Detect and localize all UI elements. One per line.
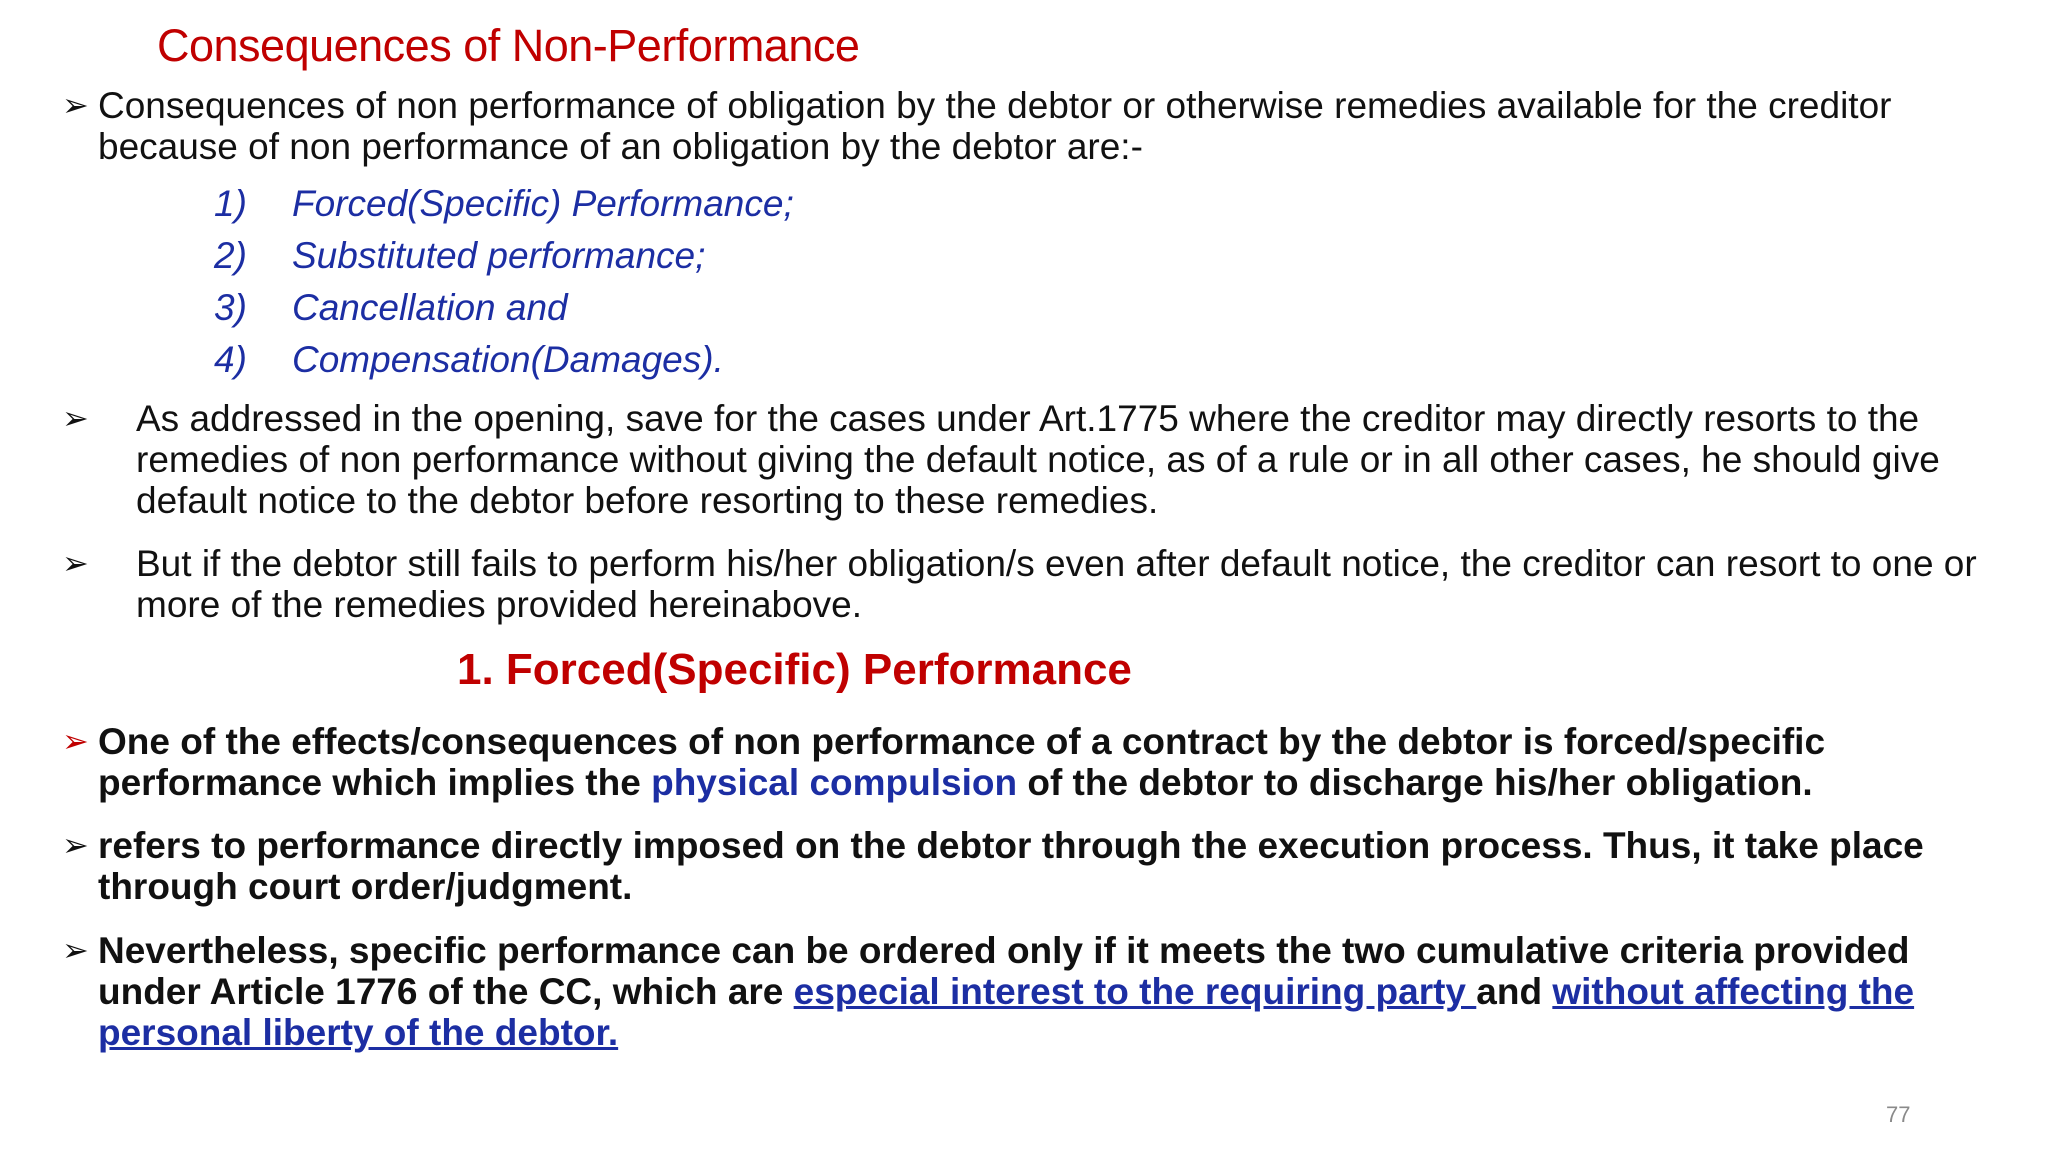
bullet-default-notice-text: As addressed in the opening, save for the cases under Art.1775 where the creditor may directly resorts to the remedies of non performance without giving the default notice, as of a rule or in all other cases, he should give default notice to the debtor before resorting to these remedies. bbox=[136, 398, 1940, 521]
list-item bbox=[214, 230, 794, 282]
list-item-number: 2) bbox=[214, 235, 247, 276]
arrow-bullet-icon: ➢ bbox=[62, 827, 89, 863]
highlight-text: physical compulsion bbox=[651, 762, 1018, 803]
bullet-resort-remedies bbox=[62, 543, 2048, 625]
bullet-execution-process bbox=[62, 825, 1998, 907]
list-item-text: Compensation(Damages). bbox=[292, 339, 724, 380]
slide-title: Consequences of Non-Performance bbox=[157, 20, 860, 71]
bullet-forced-performance bbox=[62, 721, 1998, 803]
section-heading: 1. Forced(Specific) Performance bbox=[457, 645, 1132, 694]
page-number: 77 bbox=[1886, 1102, 1911, 1127]
list-item-number: 3) bbox=[214, 287, 247, 328]
arrow-bullet-icon: ➢ bbox=[62, 723, 89, 759]
list-item-text: Cancellation and bbox=[292, 287, 568, 328]
bullet-text-part: and bbox=[1476, 971, 1553, 1012]
bullet-criteria bbox=[62, 930, 1998, 1053]
bullet-default-notice bbox=[62, 398, 2048, 521]
bullet-resort-remedies-text: But if the debtor still fails to perform his/her obligation/s even after default notice, the creditor can resort to one or more of the remedies provided hereinabove. bbox=[136, 543, 1977, 625]
bullet-intro-text: Consequences of non performance of obligation by the debtor or otherwise remedies available for the creditor because of non performance of an obligation by the debtor are:- bbox=[98, 85, 1892, 167]
especial-interest-link[interactable]: especial interest to the requiring party bbox=[793, 971, 1477, 1012]
arrow-bullet-icon: ➢ bbox=[62, 87, 89, 123]
list-item-number: 1) bbox=[214, 183, 247, 224]
bullet-execution-process-text: refers to performance directly imposed on the debtor through the execution process. Thus, it take place through court order/judgment. bbox=[98, 825, 1924, 907]
bullet-text-part: of the debtor to discharge his/her obligation. bbox=[1017, 762, 1813, 803]
list-item-text: Substituted performance; bbox=[292, 235, 706, 276]
bullet-text-part: Nevertheless, specific performance can be ordered only if it meets the two cumulative criteria provided under Article 1776 of the CC, which are bbox=[98, 930, 1910, 1012]
list-item-text: Forced(Specific) Performance; bbox=[292, 183, 794, 224]
list-item-number: 4) bbox=[214, 339, 247, 380]
arrow-bullet-icon: ➢ bbox=[62, 545, 89, 581]
arrow-bullet-icon: ➢ bbox=[62, 400, 89, 436]
bullet-intro bbox=[62, 85, 1998, 167]
list-item bbox=[214, 282, 794, 334]
remedies-list bbox=[214, 178, 794, 386]
personal-liberty-link[interactable]: without affecting the personal liberty of the debtor. bbox=[98, 971, 1915, 1053]
list-item bbox=[214, 334, 794, 386]
list-item bbox=[214, 178, 794, 230]
arrow-bullet-icon: ➢ bbox=[62, 932, 89, 968]
bullet-text-part: One of the effects/consequences of non performance of a contract by the debtor is forced/specific performance which implies the bbox=[98, 721, 1826, 803]
